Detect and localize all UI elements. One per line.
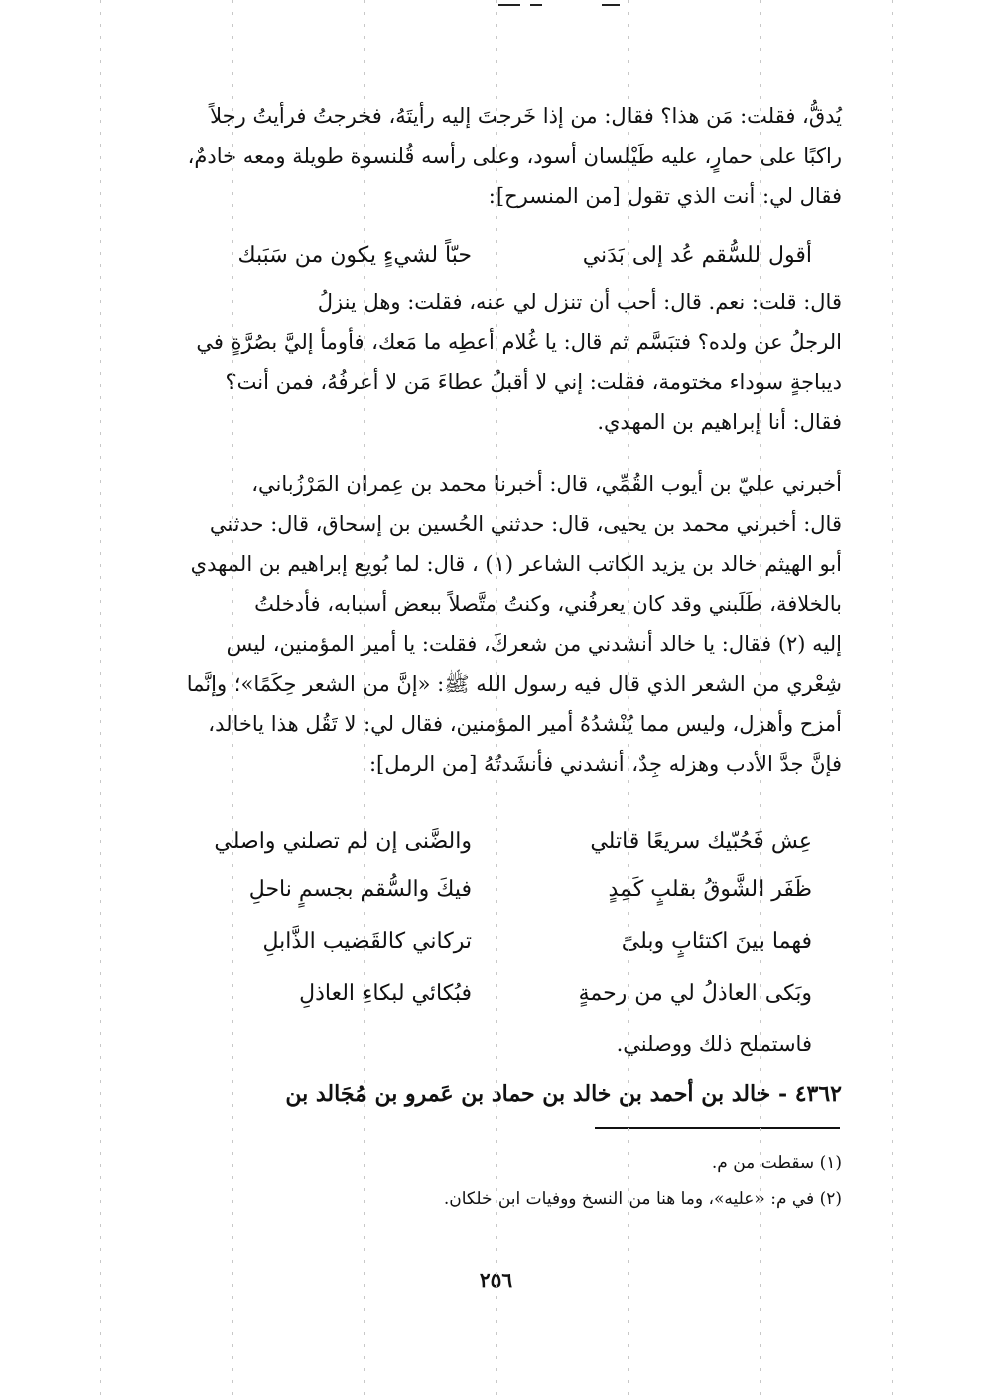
text-line: أمزح وأهزل، وليس مما يُنْشدُهُ أمير المؤمنين، فقال لي: لا تَقُل هذا ياخالد، [208,712,842,736]
poem-first-hemistich: عِش فَحُبّيك سريعًا قاتلي [590,829,812,854]
text-line: ديباجةٍ سوداء مختومة، فقلت: إني لا أقبلُ عطاءَ مَن لا أعرفُهُ، فمن أنت؟ [225,370,842,394]
text-line: قال: قلت: نعم. قال: أحب أن تنزل لي عنه، فقلت: وهل ينزلُ [317,290,842,314]
poem-line [142,974,842,1014]
text-line: فاستملح ذلك ووصلني. [616,1032,812,1056]
page-number: ٢٥٦ [479,1268,513,1292]
text-line: بالخلافة، طَلَبني وقد كان يعرفُني، وكنتُ متَّصلاً ببعض أسبابه، فأدخلتُ [254,592,842,616]
footnote: (١) سقطت من م. [711,1153,842,1173]
text-line: قال: أخبرني محمد بن يحيى، قال: حدثني الحُسين بن إسحاق، قال: حدثني [209,512,842,536]
text-line: إليه (٢) فقال: يا خالد أنشدني من شعركَ، فقلت: يا أمير المؤمنين، ليس [226,632,842,656]
text-line: الرجلُ عن ولده؟ فتبَسَّم ثم قال: يا غُلام أعطِه ما مَعك، فأومأ إليَّ بصُرَّةٍ في [196,330,842,354]
text-line: أبو الهيثم خالد بن يزيد الكاتب الشاعر (١) ، قال: لما بُويع إبراهيم بن المهدي [190,552,842,576]
text-line: أخبرني عليّ بن أيوب القُمِّي، قال: أخبرنا محمد بن عِمران المَرْزُباني، [251,472,842,496]
top-edge-marks [470,0,630,8]
poem-second-hemistich: تركاني كالقَضيب الذَّابلِ [262,929,472,954]
footnote-separator [595,1127,840,1129]
text-line: فقال لي: أنت الذي تقول [من المنسرح]: [488,184,842,208]
text-line: راكبًا على حمارٍ، عليه طَيْلسان أسود، وعلى رأسه قُلنسوة طويلة ومعه خادمٌ، [187,144,842,168]
poem-line [142,922,842,962]
dialogue-paragraph [142,282,842,442]
poem-second-hemistich: فيكَ والسُّقم بجسمٍ ناحلِ [248,877,472,902]
footnote: (٢) في م: «عليه»، وما هنا من النسخ ووفيات ابن خلكان. [443,1189,842,1209]
text-line: فقال: أنا إبراهيم بن المهدي. [597,410,842,434]
text-line: شِعْري من الشعر الذي قال فيه رسول الله ﷺ: «إنَّ من الشعر حِكَمًا»؛ وإنَّما [186,672,842,696]
poem-line [142,870,842,910]
poem-first-hemistich: ظَفَر الشَّوقُ بقلبٍ كَمِدٍ [608,877,812,902]
text-line: فإنَّ جدَّ الأدب وهزله جِدٌ، أنشدني فأنشَدتُهُ [من الرمل]: [368,752,842,776]
poem-second-hemistich: والضَّنى إن لم تصلني واصلي [214,829,472,854]
opening-paragraph [142,96,842,216]
poem-line [142,822,842,862]
verse-first-hemistich: أقول للسُّقم عُد إلى بَدَني [582,243,812,268]
entry-heading: ٤٣٦٢ - خالد بن أحمد بن خالد بن حماد بن عَمرو بن مُجَالد بن [285,1081,842,1107]
verse-line [142,236,842,276]
verse-second-hemistich: حبّاً لشيءٍ يكون من سَبَبك [237,243,472,268]
text-line: يُدقُّ، فقلت: مَن هذا؟ فقال: من إذا خَرجتَ إليه رأيتَهُ، فخرجتُ فرأيتُ رجلاً [210,104,842,128]
narration-paragraph [142,464,842,784]
poem-first-hemistich: فهما بينَ اكتئابٍ وبلىً [621,929,812,954]
closing-line [112,1024,812,1064]
poem-second-hemistich: فبُكائي لبكاءِ العاذلِ [299,981,472,1006]
poem-first-hemistich: وبَكى العاذلُ لي من رحمةٍ [578,981,812,1006]
